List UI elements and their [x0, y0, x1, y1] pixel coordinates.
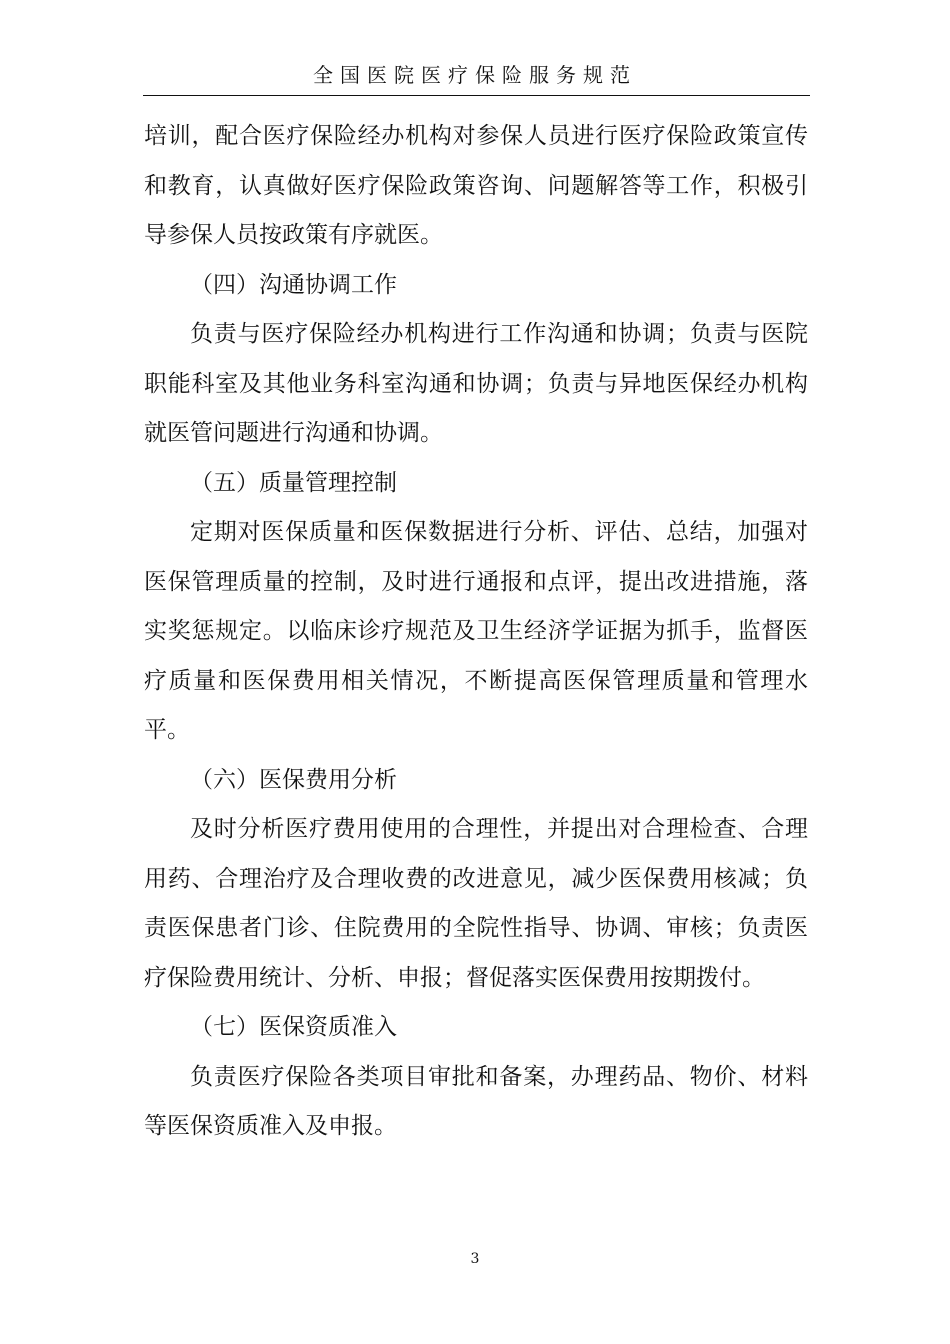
document-body [144, 112, 808, 1152]
paragraph-communication: 负责与医疗保险经办机构进行工作沟通和协调；负责与医院职能科室及其他业务科室沟通和协调；负责与异地医保经办机构就医管问题进行沟通和协调。 [144, 321, 808, 446]
running-header: 全国医院医疗保险服务规范 [313, 63, 637, 87]
paragraph-continued: 培训，配合医疗保险经办机构对参保人员进行医疗保险政策宣传和教育，认真做好医疗保险政策咨询、问题解答等工作，积极引导参保人员按政策有序就医。 [144, 123, 808, 248]
paragraph-qualification: 负责医疗保险各类项目审批和备案，办理药品、物价、材料等医保资质准入及申报。 [144, 1063, 808, 1139]
paragraph-cost-analysis: 及时分析医疗费用使用的合理性，并提出对合理检查、合理用药、合理治疗及合理收费的改进意见，减少医保费用核减；负责医保患者门诊、住院费用的全院性指导、协调、审核；负责医疗保险费用统计、分析、申报；督促落实医保费用按期拨付。 [144, 816, 808, 991]
section-heading-quality-control: （五）质量管理控制 [190, 469, 397, 496]
page-number: 3 [470, 1251, 480, 1267]
paragraph-quality-control: 定期对医保质量和医保数据进行分析、评估、总结，加强对医保管理质量的控制，及时进行通报和点评，提出改进措施，落实奖惩规定。以临床诊疗规范及卫生经济学证据为抓手，监督医疗质量和医保费用相关情况，不断提高医保管理质量和管理水平。 [144, 519, 808, 743]
section-heading-cost-analysis: （六）医保费用分析 [190, 766, 397, 793]
section-heading-communication: （四）沟通协调工作 [190, 271, 397, 298]
header-rule [143, 95, 810, 96]
section-heading-qualification: （七）医保资质准入 [190, 1014, 397, 1040]
